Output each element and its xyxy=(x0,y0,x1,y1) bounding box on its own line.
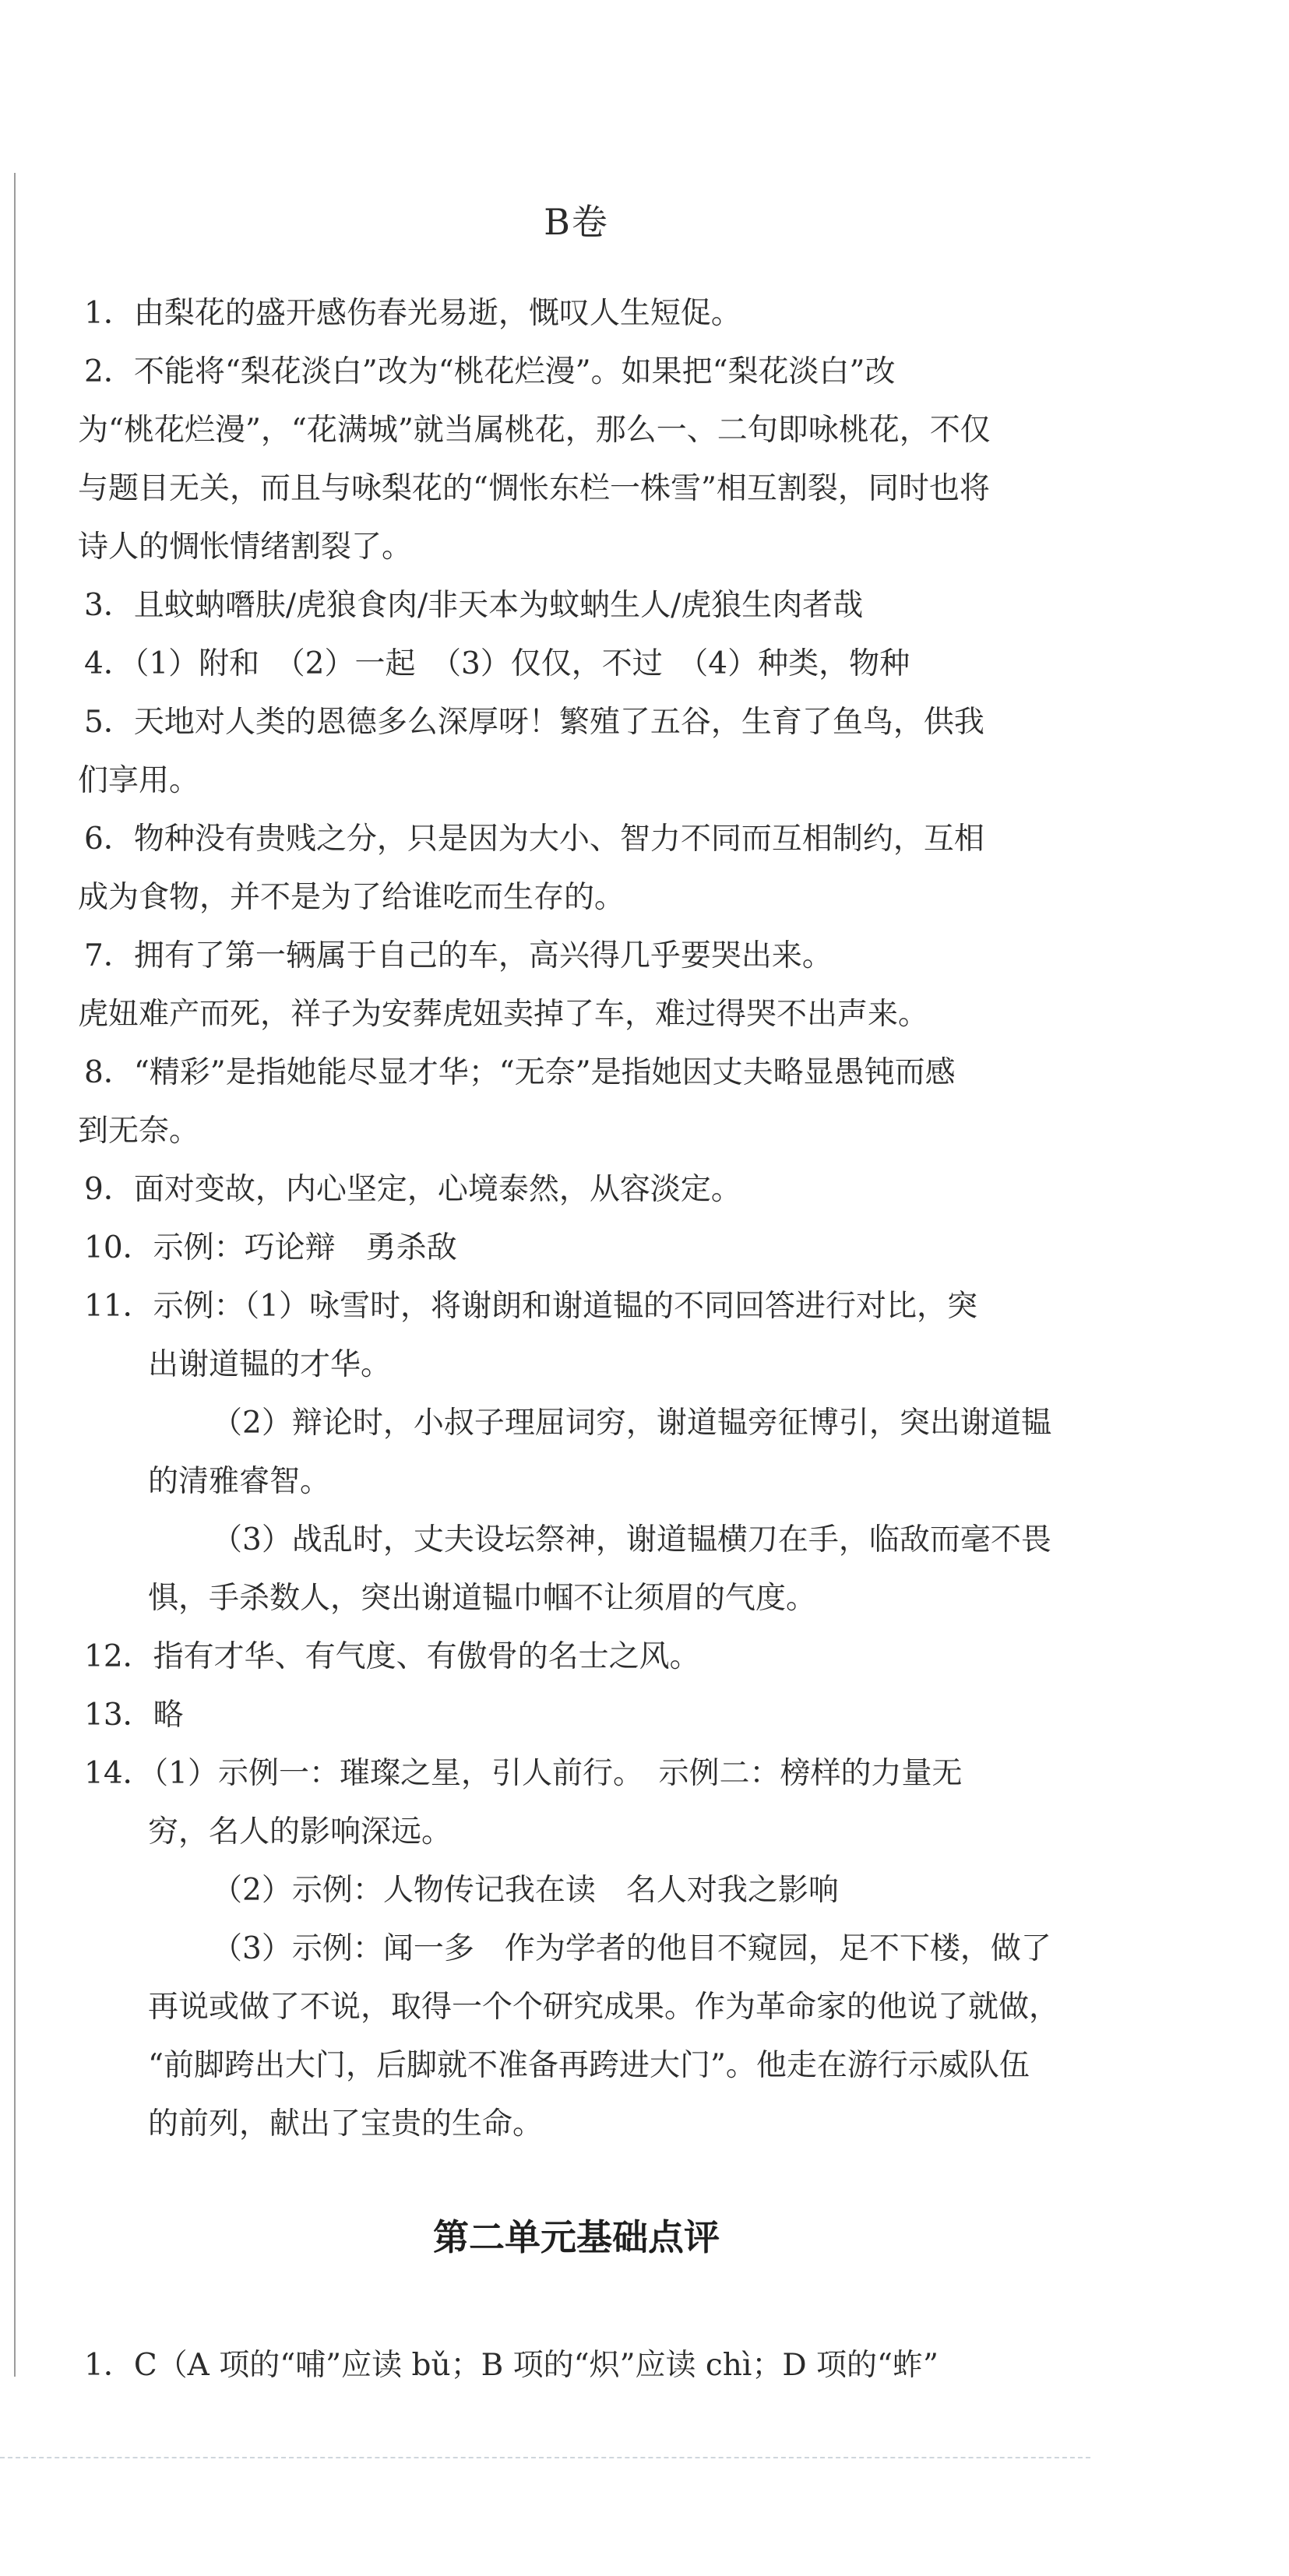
answer-line: 6．物种没有贵贱之分，只是因为大小、智力不同而互相制约，互相 xyxy=(84,822,984,857)
page-bottom-divider xyxy=(0,2457,1090,2458)
answer-line: 10．示例：巧论辩 勇杀敌 xyxy=(84,1230,457,1265)
answer-line: “前脚跨出大门，后脚就不准备再跨进大门”。他走在游行示威队伍 xyxy=(148,2048,1030,2083)
answer-line: 的清雅睿智。 xyxy=(148,1464,331,1499)
answer-line: 9．面对变故，内心坚定，心境泰然，从容淡定。 xyxy=(84,1172,741,1207)
answer-line: 再说或做了不说，取得一个个研究成果。作为革命家的他说了就做， xyxy=(148,1990,1060,2025)
answer-line: 诗人的惆怅情绪割裂了。 xyxy=(78,530,413,565)
answer-line: 14．（1）示例一：璀璨之星，引人前行。 示例二：榜样的力量无 xyxy=(84,1756,963,1791)
section-b-title: B卷 xyxy=(544,201,609,243)
answer-line: 的前列，献出了宝贵的生命。 xyxy=(148,2106,544,2141)
answer-line: （2）示例：人物传记我在读 名人对我之影响 xyxy=(212,1873,839,1908)
answer-line: 惧，手杀数人，突出谢道韫巾帼不让须眉的气度。 xyxy=(148,1581,817,1616)
answer-line: （2）辩论时，小叔子理屈词穷，谢道韫旁征博引，突出谢道韫 xyxy=(212,1406,1051,1441)
answer-line: 8．“精彩”是指她能尽显才华；“无奈”是指她因丈夫略显愚钝而感 xyxy=(84,1055,956,1090)
answer-line: 3．且蚊蚋噆肤/虎狼食肉/非天本为蚊蚋生人/虎狼生肉者哉 xyxy=(84,588,864,623)
answer-line: （3）战乱时，丈夫设坛祭神，谢道韫横刀在手，临敌而毫不畏 xyxy=(212,1522,1051,1557)
answer-line: 13．略 xyxy=(84,1698,184,1733)
answer-line: 1．C（A 项的“哺”应读 bǔ；B 项的“炽”应读 chì；D 项的“蚱” xyxy=(84,2348,939,2383)
answer-line: 到无奈。 xyxy=(78,1114,200,1149)
answer-line: 2．不能将“梨花淡白”改为“桃花烂漫”。如果把“梨花淡白”改 xyxy=(84,354,896,389)
answer-line: 12．指有才华、有气度、有傲骨的名士之风。 xyxy=(84,1639,700,1674)
answer-line: 们享用。 xyxy=(78,763,200,798)
left-margin-rule xyxy=(14,173,16,2377)
answer-line: 虎妞难产而死，祥子为安葬虎妞卖掉了车，难过得哭不出声来。 xyxy=(78,997,929,1032)
answer-line: 4．（1）附和 （2）一起 （3）仅仅，不过 （4）种类，物种 xyxy=(84,646,910,681)
answer-line: 为“桃花烂漫”，“花满城”就当属桃花，那么一、二句即咏桃花，不仅 xyxy=(78,413,991,448)
answer-line: 5．天地对人类的恩德多么深厚呀！繁殖了五谷，生育了鱼鸟，供我 xyxy=(84,705,984,740)
answer-line: （3）示例：闻一多 作为学者的他目不窥园，足不下楼，做了 xyxy=(212,1931,1051,1966)
unit2-title: 第二单元基础点评 xyxy=(433,2216,720,2258)
answer-line: 穷，名人的影响深远。 xyxy=(148,1814,453,1849)
answer-line: 7．拥有了第一辆属于自己的车，高兴得几乎要哭出来。 xyxy=(84,938,833,973)
answer-line: 1．由梨花的盛开感伤春光易逝，慨叹人生短促。 xyxy=(84,296,741,331)
answer-line: 出谢道韫的才华。 xyxy=(148,1347,392,1382)
answer-line: 与题目无关，而且与咏梨花的“惆怅东栏一株雪”相互割裂，同时也将 xyxy=(78,471,990,506)
answer-line: 11．示例：（1）咏雪时，将谢朗和谢道韫的不同回答进行对比，突 xyxy=(84,1289,977,1324)
answer-line: 成为食物，并不是为了给谁吃而生存的。 xyxy=(78,880,625,915)
